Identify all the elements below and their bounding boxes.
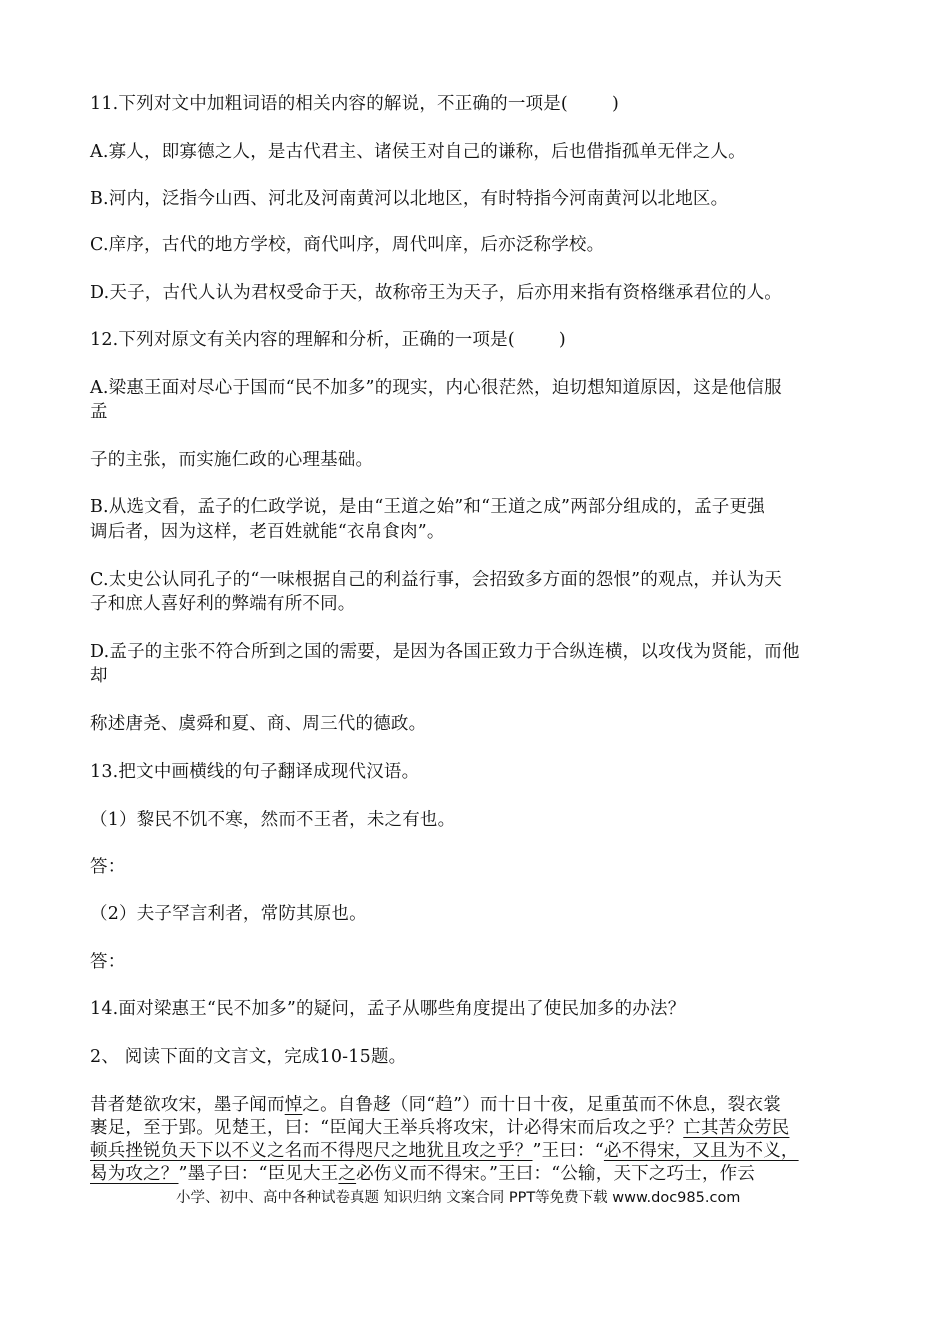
q12-option-a-line2: 孟: [90, 402, 108, 422]
q12-option-c-line2: 子和庶人喜好利的弊端有所不同。: [90, 594, 356, 614]
q12-stem-text: 12.下列对原文有关内容的理解和分析，正确的一项是(: [90, 330, 515, 350]
q12-option-a-line1: A.梁惠王面对尽心于国而“民不加多”的现实，内心很茫然，迫切想知道原因，这是他信服: [90, 378, 782, 398]
passage-line-2: [90, 1116, 789, 1140]
q11-option-a: A.寡人，即寡德之人，是古代君主、诸侯王对自己的谦称，后也借指孤单无伴之人。: [90, 142, 746, 162]
q12-option-a-line3: 子的主张，而实施仁政的心理基础。: [90, 450, 374, 470]
page-footer: 小学、初中、高中各种试卷真题 知识归纳 文案合同 PPT等免费下载 www.doc985.com: [176, 1190, 741, 1206]
passage-text: ”墨子曰：“臣见大王: [178, 1164, 339, 1184]
passage-line-1: [90, 1093, 781, 1117]
underlined-sentence: 曷为攻之？: [90, 1164, 179, 1184]
q13-answer-2: 答：: [90, 952, 126, 972]
passage-text: ”王曰：“: [532, 1141, 604, 1161]
underlined-sentence: 顿兵挫锐负天下以不义之名而不得咫尺之地犹且攻之乎？: [90, 1141, 533, 1161]
underlined-word: 之: [338, 1164, 357, 1184]
q12-option-c-line1: C.太史公认同孔子的“一味根据自己的利益行事，会招致多方面的怨恨”的观点，并认为天: [90, 570, 782, 590]
underlined-sentence: 亡其苦众劳民: [683, 1118, 790, 1138]
q13-sentence-2: （2）夫子罕言利者，常防其原也。: [90, 904, 367, 924]
q12-option-d-line3: 称述唐尧、虞舜和夏、商、周三代的德政。: [90, 714, 427, 734]
passage-line-3: [90, 1139, 799, 1163]
q12-stem-close: ): [558, 330, 566, 350]
passage-text: 昔者楚欲攻宋，墨子闻而: [90, 1095, 285, 1115]
section-2-heading: 2、 阅读下面的文言文，完成10-15题。: [90, 1047, 407, 1067]
q13-stem: 13.把文中画横线的句子翻译成现代汉语。: [90, 762, 420, 782]
q11-stem-text: 11.下列对文中加粗词语的相关内容的解说，不正确的一项是(: [90, 94, 568, 114]
passage-text: 之。自鲁趍（同“趋”）而十日十夜，足重茧而不休息，裂衣裳: [302, 1095, 781, 1115]
q13-sentence-1: （1）黎民不饥不寒，然而不王者，未之有也。: [90, 810, 456, 830]
underlined-sentence: 必不得宋，又且为不义，: [603, 1141, 799, 1161]
q12-option-d-line2: 却: [90, 666, 108, 686]
q12-option-d-line1: D.孟子的主张不符合所到之国的需要，是因为各国正致力于合纵连横，以攻伐为贤能，而他: [90, 642, 800, 662]
q11-stem: [90, 92, 619, 116]
passage-line-4: [90, 1162, 755, 1186]
q14-stem: 14.面对梁惠王“民不加多”的疑问，孟子从哪些角度提出了使民加多的办法？: [90, 999, 686, 1019]
q12-option-b-line2: 调后者，因为这样，老百姓就能“衣帛食肉”。: [90, 522, 445, 542]
q11-stem-close: ): [611, 94, 619, 114]
q11-option-d: D.天子，古代人认为君权受命于天，故称帝王为天子，后亦用来指有资格继承君位的人。: [90, 283, 782, 303]
q13-answer-1: 答：: [90, 857, 126, 877]
q11-option-c: C.庠序，古代的地方学校，商代叫序，周代叫庠，后亦泛称学校。: [90, 235, 605, 255]
q12-option-b-line1: B.从选文看，孟子的仁政学说，是由“王道之始”和“王道之成”两部分组成的，孟子更强: [90, 497, 765, 517]
passage-text: 必伤义而不得宋。”王曰：“公输，天下之巧士，作云: [356, 1164, 756, 1184]
passage-text: 裹足，至于郢。见楚王，曰：“臣闻大王举兵将攻宋，计必得宋而后攻之乎？: [90, 1118, 684, 1138]
q11-option-b: B.河内，泛指今山西、河北及河南黄河以北地区，有时特指今河南黄河以北地区。: [90, 189, 729, 209]
q12-stem: [90, 328, 566, 352]
underlined-word: 悼: [284, 1095, 303, 1115]
